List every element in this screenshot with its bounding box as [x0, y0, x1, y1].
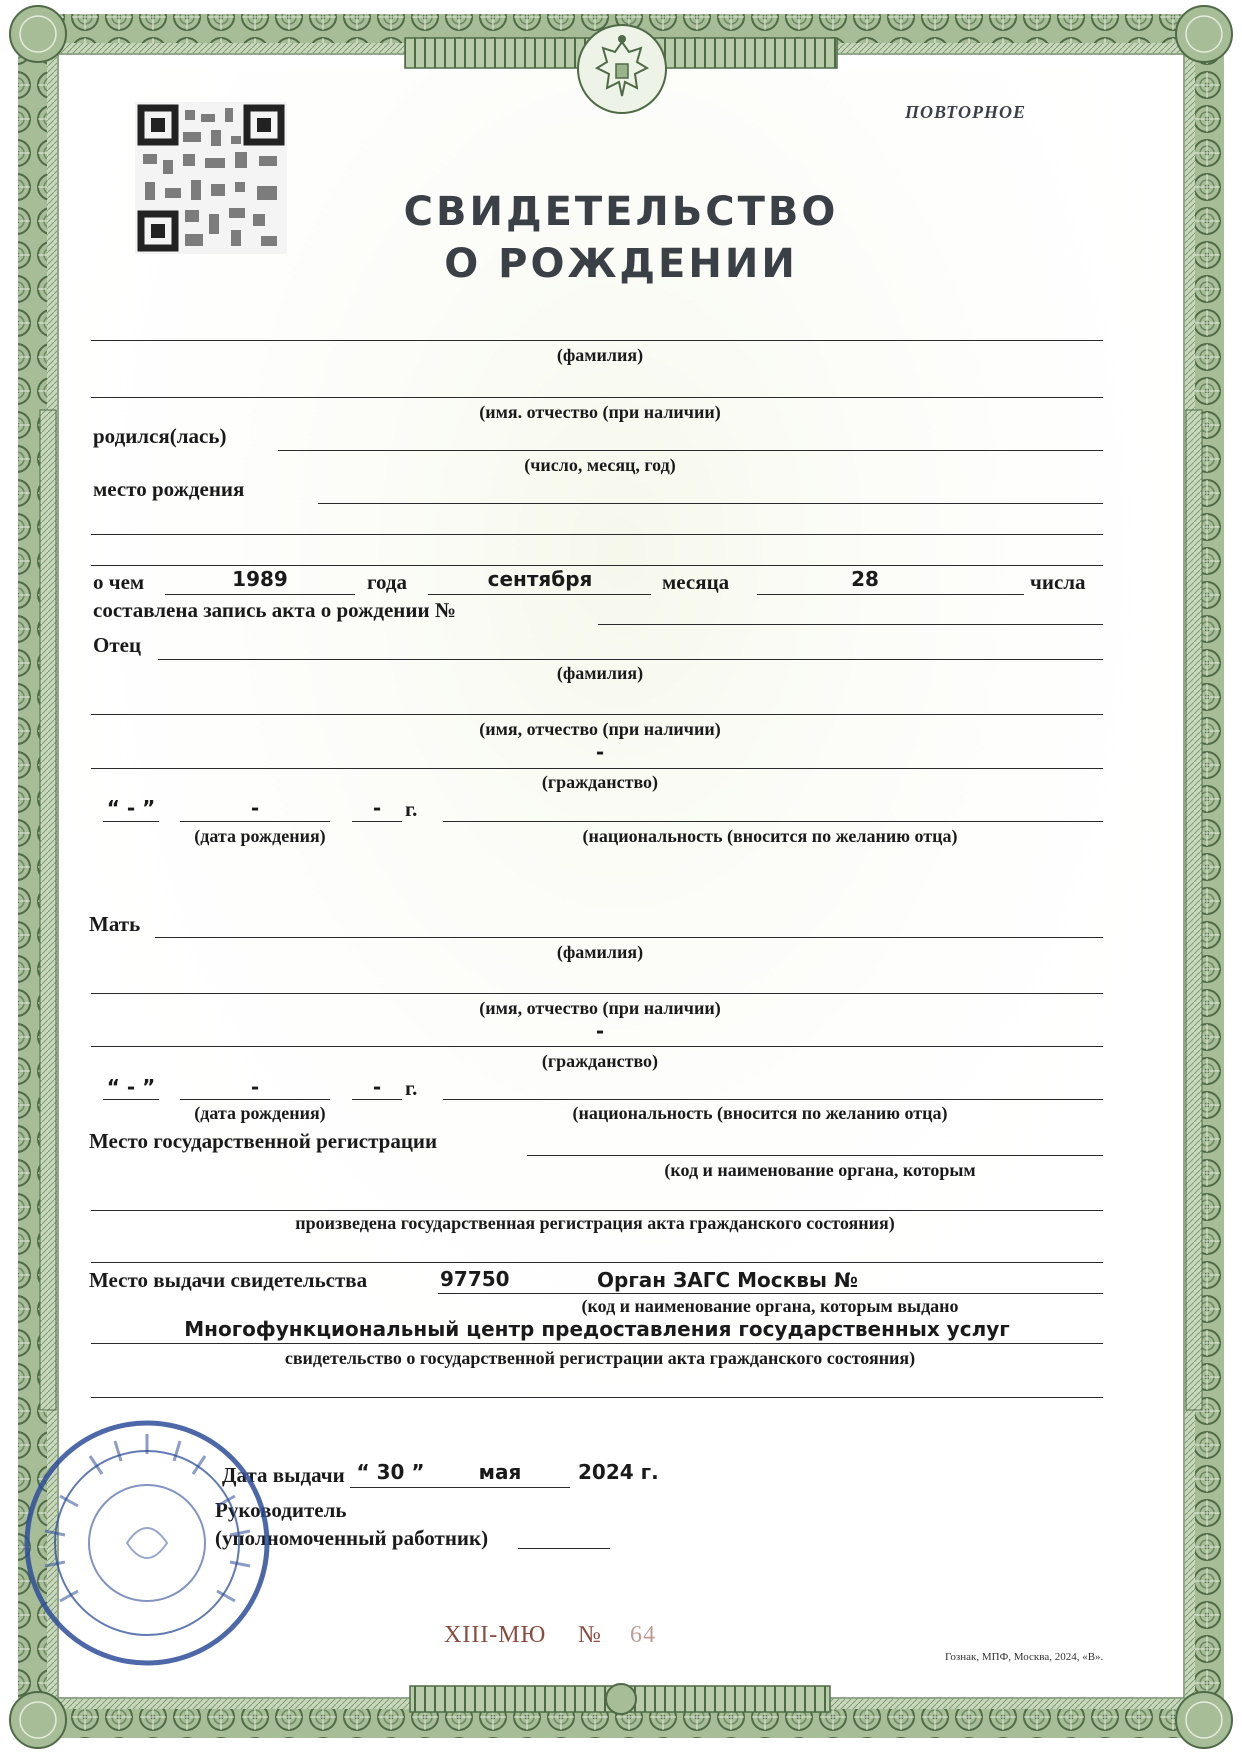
father-birth-year: -	[372, 796, 382, 820]
serial-number-sign: №	[578, 1622, 602, 1648]
birth-place-line-2	[91, 534, 1103, 535]
issue-office-value: Орган ЗАГС Москвы №	[597, 1268, 858, 1292]
mother-citizenship-value: -	[595, 1019, 605, 1043]
mother-birth-year-line	[352, 1099, 402, 1100]
record-month-line	[428, 594, 651, 595]
father-citizenship-caption: (гражданство)	[541, 772, 659, 792]
mother-birth-day-line	[103, 1099, 159, 1100]
born-label: родился(лась)	[93, 424, 227, 448]
head-label-line-2: (уполномоченный работник)	[215, 1526, 489, 1550]
child-surname-line	[91, 340, 1103, 341]
mother-citizenship-caption: (гражданство)	[541, 1051, 659, 1071]
mother-nationality-caption: (национальность (вносится по желанию отца)	[572, 1103, 948, 1123]
document-title-line-2: О РОЖДЕНИИ	[444, 241, 798, 287]
father-surname-line	[158, 659, 1103, 660]
record-day-value: 28	[851, 567, 879, 591]
father-birth-day: “ - ”	[106, 796, 156, 820]
mother-nationality-line	[443, 1099, 1103, 1100]
father-birth-year-suffix: г.	[405, 797, 418, 821]
issuing-body-caption-2: свидетельство о государственной регистрации акта гражданского состояния)	[284, 1348, 916, 1368]
issuing-body-caption-1: (код и наименование органа, которым выдано	[581, 1296, 959, 1316]
birth-place-line-3	[91, 565, 1103, 566]
year-word: года	[367, 570, 408, 594]
coat-of-arms-icon	[575, 22, 669, 116]
duplicate-mark: ПОВТОРНОЕ	[905, 102, 1026, 122]
father-birth-day-line	[103, 821, 159, 822]
issue-month-line	[430, 1487, 570, 1488]
issue-place-line-2	[91, 1343, 1103, 1344]
issue-code-value: 97750	[440, 1267, 510, 1291]
mother-label: Мать	[89, 912, 141, 936]
official-seal-icon	[20, 1416, 275, 1671]
issue-place-line-3	[91, 1397, 1103, 1398]
mother-name-caption: (имя, отчество (при наличии)	[479, 998, 721, 1018]
record-number-label: составлена запись акта о рождении №	[93, 598, 456, 622]
registration-place-label: Место государственной регистрации	[89, 1129, 438, 1153]
signature-line	[518, 1548, 610, 1549]
about-what-label: о чем	[93, 570, 145, 594]
document-title-line-1: СВИДЕТЕЛЬСТВО	[403, 189, 839, 235]
father-birth-date-caption: (дата рождения)	[194, 826, 326, 846]
father-name-line	[91, 714, 1103, 715]
birth-date-line	[278, 450, 1103, 451]
mother-birth-day: “ - ”	[106, 1075, 156, 1099]
father-citizenship-value: -	[595, 740, 605, 764]
birth-place-label: место рождения	[93, 477, 245, 501]
issue-place-line-1	[438, 1293, 1103, 1294]
child-surname-caption: (фамилия)	[556, 345, 644, 365]
issue-month-value: мая	[478, 1460, 522, 1484]
registration-body-caption-2: произведена государственная регистрация акта гражданского состояния)	[295, 1213, 895, 1233]
record-number-line	[598, 624, 1103, 625]
day-word: числа	[1030, 570, 1086, 594]
birth-date-caption: (число, месяц, год)	[524, 455, 676, 475]
mother-birth-year-suffix: г.	[405, 1076, 418, 1100]
issue-year-value: 2024 г.	[578, 1460, 659, 1484]
mother-citizenship-line	[91, 1046, 1103, 1047]
registration-body-caption-1: (код и наименование органа, которым	[664, 1160, 976, 1180]
issue-place-label: Место выдачи свидетельства	[89, 1268, 368, 1292]
father-name-caption: (имя, отчество (при наличии)	[479, 719, 721, 739]
father-label: Отец	[93, 633, 142, 657]
record-month-value: сентября	[487, 567, 593, 591]
father-birth-year-line	[352, 821, 402, 822]
father-nationality-line	[443, 821, 1103, 822]
mother-surname-caption: (фамилия)	[556, 942, 644, 962]
serial-series: XIII-МЮ	[444, 1622, 547, 1648]
birth-place-line-1	[318, 503, 1103, 504]
mother-birth-month-line	[180, 1099, 330, 1100]
father-citizenship-line	[91, 768, 1103, 769]
mother-birth-year: -	[372, 1075, 382, 1099]
month-word: месяца	[662, 570, 730, 594]
issue-day-line	[350, 1487, 430, 1488]
issue-date-label: Дата выдачи	[222, 1463, 345, 1487]
serial-number: 64	[630, 1622, 656, 1648]
father-surname-caption: (фамилия)	[556, 663, 644, 683]
registration-place-line-2	[91, 1210, 1103, 1211]
record-year-line	[165, 594, 355, 595]
issuing-center-value: Многофункциональный центр предоставления государственных услуг	[184, 1317, 1010, 1341]
father-nationality-caption: (национальность (вносится по желанию отца)	[582, 826, 958, 846]
record-year-value: 1989	[232, 567, 288, 591]
mother-birth-date-caption: (дата рождения)	[194, 1103, 326, 1123]
head-label-line-1: Руководитель	[215, 1498, 347, 1522]
mother-name-line	[91, 993, 1103, 994]
registration-place-line-3	[91, 1262, 1103, 1263]
father-birth-month-line	[180, 821, 330, 822]
issue-day-value: “ 30 ”	[356, 1460, 425, 1484]
father-birth-month: -	[250, 796, 260, 820]
child-name-caption: (имя. отчество (при наличии)	[479, 402, 721, 422]
registration-place-line-1	[527, 1155, 1103, 1156]
record-day-line	[757, 594, 1024, 595]
mother-birth-month: -	[250, 1075, 260, 1099]
printer-imprint: Гознак, МПФ, Москва, 2024, «В».	[945, 1651, 1104, 1663]
child-name-line	[91, 397, 1103, 398]
mother-surname-line	[155, 937, 1103, 938]
